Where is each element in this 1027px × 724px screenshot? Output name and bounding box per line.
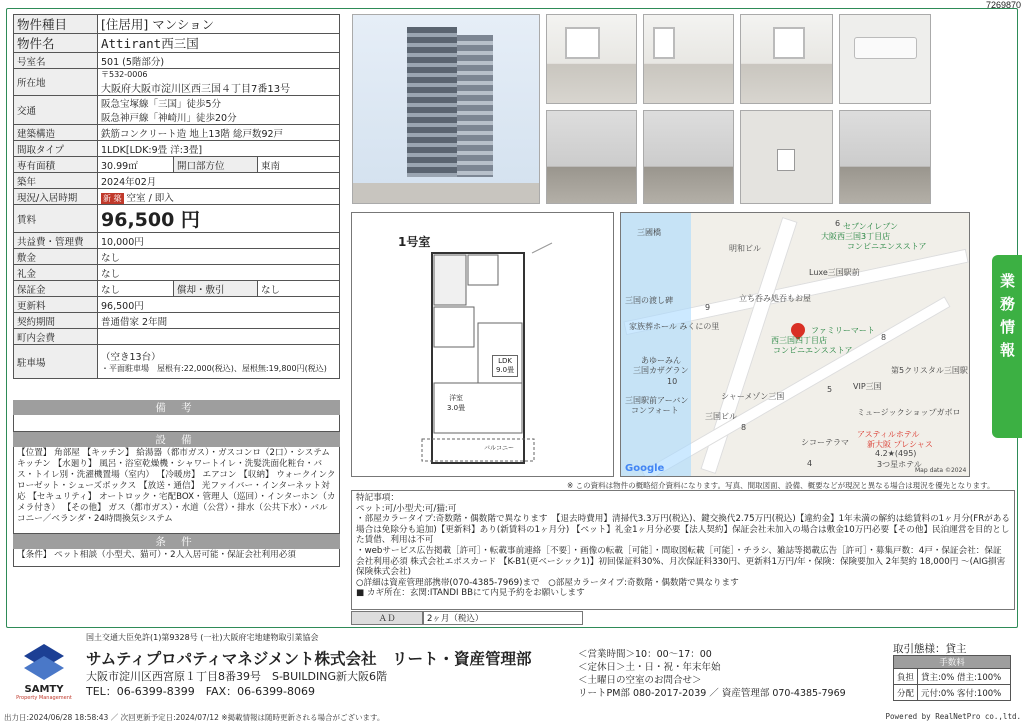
map-river: [621, 213, 691, 477]
type-label: 物件種目: [14, 15, 98, 34]
built-label: 築年: [14, 173, 98, 189]
guarantee-value: なし: [98, 281, 174, 297]
type-value: [住居用] マンション: [98, 15, 340, 34]
logo-text: SAMTY: [24, 684, 64, 695]
conditions-heading: 条 件: [13, 534, 340, 549]
powered-by-text: Powered by RealNetPro co.,ltd.: [885, 712, 1021, 721]
commission-heading: 手数料: [894, 656, 1011, 669]
map-label: 立ち呑み処吞もお屋: [739, 294, 811, 303]
company-logo: [16, 644, 72, 704]
samty-logo-icon: [24, 644, 64, 680]
map-label: 4.2★(495): [875, 449, 917, 458]
spec-table: [13, 14, 340, 379]
rent-label: 賃料: [14, 205, 98, 233]
building-tower: [407, 27, 457, 177]
google-logo: Google: [625, 463, 665, 474]
building-wing: [457, 35, 493, 177]
map-label: 三国駅前アーバン: [625, 396, 689, 405]
holiday-text: ＜定休日＞土・日・祝・年末年始: [578, 662, 721, 673]
association-fee-label: 町内会費: [14, 329, 98, 345]
intercom-photo: [740, 110, 833, 204]
parking-availability: （空き13台）: [101, 352, 161, 363]
notes-line: ・webサービス広告掲載［許可］・転載事前連絡［不要］・画像の転載［可能］・間取図転載［可能］・チラシ、雑誌等掲載広告［許可］・募集戸数：4戸・保証会社：保証会社利用必須 株式会社エポスカード 【K-B1(更ベーシック1)】初回保証料30%、月次保証料330円、更新料1万円/年・保険：保険要加入 2年契約 18,000円 〜(AIG損害保険株式会社): [356, 545, 1006, 578]
map-label: コンビニエンスストア: [847, 242, 927, 251]
balcony-label: バルコニー: [484, 445, 515, 452]
map-label: Luxe三国駅前: [809, 268, 860, 277]
special-notes: [351, 490, 1015, 610]
map-label: 三国カザグラン: [633, 366, 689, 375]
remarks-box: [13, 415, 340, 432]
map-label: あゆーみん: [641, 356, 681, 365]
window-shape: [773, 27, 805, 59]
company-phone: TEL：06-6399-8399 FAX：06-6399-8069: [86, 685, 316, 698]
side-tab-label: 業務情報: [998, 273, 1016, 365]
map-label: 三国ビル: [705, 412, 737, 421]
room-value: 501 (5階部分): [98, 53, 340, 69]
equipment-text: 【位置】 角部屋 【キッチン】 給湯器（都市ガス）・ガスコンロ（2口）・システムキッチン 【水廻り】 風呂・浴室乾燥機・シャワートイレ・洗髪洗面化粧台・バス・トイレ別・洗濯機置場（室内） 【冷暖房】 エアコン 【収納】 ウォークインクローゼット・シューズボックス 【放送・通信】 光ファイバー・インターネット対応 【セキュリティ】 オートロック・宅配BOX・管理人（巡回）・インターホン（カメラ付き） 【その他】 ガス（都市ガス）・水道（公営）・排水（公共下水）・バルコニー／ベランダ・24時間換気システム: [13, 447, 340, 534]
status-label: 現況/入居時期: [14, 189, 98, 205]
amortization-value: なし: [258, 281, 340, 297]
map-label: VIP三国: [853, 382, 882, 391]
contract-label: 契約期間: [14, 313, 98, 329]
map-label: 3つ星ホテル: [877, 460, 922, 469]
room-label: [447, 393, 465, 413]
conditions-text: 【条件】 ペット相談（小型犬、猫可）・2人入居可能・保証会社利用必須: [13, 549, 340, 567]
building-ground: [353, 183, 539, 203]
name-label: 物件名: [14, 34, 98, 53]
map-block-number: 9: [705, 303, 711, 312]
map-panel[interactable]: [620, 212, 970, 477]
layout-value: 1LDK[LDK:9畳 洋:3畳]: [98, 141, 340, 157]
split-value: 元付:0% 客付:100%: [918, 685, 1011, 701]
amortization-label: 償却・敷引: [174, 281, 258, 297]
parking-label: 駐車場: [14, 345, 98, 379]
map-block-number: 6: [835, 219, 841, 228]
burden-value: 貸主:0% 借主:100%: [918, 669, 1011, 685]
inquiry-text: ＜土曜日の空室のお問合せ＞: [578, 675, 702, 686]
contact-numbers: リートPM部 080-2017-2039 ／ 資産管理部 070-4385-7969: [578, 688, 846, 699]
fee-value: 10,000円: [98, 233, 340, 249]
renewal-label: 更新料: [14, 297, 98, 313]
fee-label: 共益費・管理費: [14, 233, 98, 249]
notes-line: ・部屋カラータイプ:奇数階・偶数階で異なります 【退去時費用】清掃代3.3万円(税込)、鍵交換代2.75万円(税込)【違約金】1年未満の解約は総賃料の1ヶ月分(FRがある場合は免除分も追加)【更新料】あり(新賃料の1ヶ月分) 【ペット】礼金1ヶ月分必要【法人契約】保証会社未加入の場合は敷金10万円必要【その他】民泊運営を目的とした賃借、利用は不可: [356, 514, 1010, 546]
direction-value: 東南: [258, 157, 340, 173]
notes-line: ○詳細は資産管理部携帯(070-4385-7969)まで ○部屋カラータイプ:奇数階・偶数階で異なります: [356, 577, 739, 588]
transit-label: 交通: [14, 96, 98, 125]
hallway-photo: [839, 110, 931, 204]
room-photo-5: [546, 110, 637, 204]
map-label: 第5クリスタル三国駅: [891, 366, 968, 375]
output-date-text: 出力日:2024/06/28 18:58:43 ／ 次回更新予定日:2024/07/12 ※掲載情報は随時更新される場合がございます。: [4, 713, 385, 722]
remarks-heading: 備 考: [13, 400, 340, 415]
ldk-size: 9.0畳: [496, 366, 515, 374]
map-label: 西三国四丁目店: [771, 336, 827, 345]
kitchen-photo: [643, 110, 734, 204]
map-label: 三國橋: [637, 228, 661, 237]
floorplan-title: 1号室: [398, 235, 431, 249]
map-label: セブンイレブン: [843, 222, 898, 231]
layout-label: 間取タイプ: [14, 141, 98, 157]
business-hours: [578, 648, 846, 700]
floorplan-panel: [351, 212, 614, 477]
room-photo-1: [546, 14, 637, 104]
status-value: 空室 / 即入: [126, 192, 174, 204]
trade-title: 取引態様：貸主: [893, 643, 967, 655]
room-photo-3: [740, 14, 833, 104]
room-label: 号室名: [14, 53, 98, 69]
new-badge: 新 築: [103, 193, 122, 203]
structure-value: 鉄筋コンクリート造 地上13階 総戸数92戸: [98, 125, 340, 141]
notes-line: ペット:可/小型犬:可/猫:可: [356, 503, 457, 514]
map-label: コンフォート: [631, 406, 679, 415]
parking-detail: ・平面駐車場 屋根有:22,000(税込)、屋根無:19,800円(税込): [101, 364, 327, 373]
rent-value: 96,500 円: [98, 205, 340, 233]
transit-line-1: 阪急宝塚線「三国」徒歩5分: [101, 99, 222, 110]
direction-label: 開口部方位: [174, 157, 258, 173]
aircon-photo: [839, 14, 931, 104]
area-value: 30.99㎡: [98, 157, 174, 173]
map-label: 新大阪 プレシャス: [867, 440, 933, 449]
equipment-heading: 設 備: [13, 432, 340, 447]
company-address: 大阪市淀川区西宮原１丁目8番39号 S-BUILDING新大阪6階: [86, 670, 387, 683]
room-name: 洋室: [449, 394, 464, 402]
map-label: 明和ビル: [729, 244, 761, 253]
map-label: ファミリーマート: [811, 326, 875, 335]
transit-line-2: 阪急神戸線「神崎川」徒歩20分: [101, 113, 237, 124]
key-money-value: なし: [98, 265, 340, 281]
map-label: コンビニエンスストア: [773, 346, 853, 355]
structure-label: 建築構造: [14, 125, 98, 141]
map-label: 家族葬ホール みくにの里: [629, 322, 720, 331]
room-size: 3.0畳: [447, 404, 466, 412]
address-value: 大阪府大阪市淀川区西三国４丁目7番13号: [101, 84, 291, 95]
contract-value: 普通借家 2年間: [98, 313, 340, 329]
intercom-shape: [777, 149, 795, 171]
built-value: 2024年02月: [98, 173, 340, 189]
ldk-label: [492, 355, 518, 377]
property-name: Attirant西三国: [98, 34, 340, 53]
map-label: ミュージックショップガボロ: [857, 408, 961, 417]
zip-code: 〒532-0006: [101, 70, 148, 79]
window-shape: [653, 27, 675, 59]
association-fee-value: [98, 329, 340, 345]
map-block-number: 5: [827, 385, 833, 394]
map-block-number: 8: [741, 423, 747, 432]
renewal-value: 96,500円: [98, 297, 340, 313]
split-label: 分配: [894, 685, 918, 701]
hours-text: ＜営業時間＞10：00〜17：00: [578, 649, 712, 660]
room-photo-2: [643, 14, 734, 104]
bottom-bar: [0, 712, 1027, 724]
map-block-number: 4: [807, 459, 813, 468]
ad-label: ＡＤ: [351, 611, 423, 625]
address-label: 所在地: [14, 69, 98, 96]
commission-table: [893, 655, 1011, 701]
business-info-tab[interactable]: [992, 255, 1022, 438]
burden-label: 負担: [894, 669, 918, 685]
key-money-label: 礼金: [14, 265, 98, 281]
logo-subtext: Property Management: [16, 695, 72, 701]
ldk-name: LDK: [498, 357, 513, 365]
map-label: 大阪西三国3丁目店: [821, 232, 891, 241]
window-shape: [565, 27, 601, 59]
document-id: 7269870: [985, 0, 1021, 10]
disclaimer: ※ この資料は物件の概略紹介資料になります。写真、間取図面、設備、概要などが現況と異なる場合は現況を優先となります。: [567, 481, 995, 490]
map-block-number: 10: [667, 377, 678, 386]
map-label: シャーメゾン三国: [721, 392, 785, 401]
building-photo: [352, 14, 540, 204]
map-label: アスティルホテル: [857, 430, 920, 439]
deposit-label: 敷金: [14, 249, 98, 265]
map-label: シコーテラマ: [801, 438, 849, 447]
notes-line: ■ カギ所在：玄関:ITANDI BBにて内見予約をお願いします: [356, 588, 585, 599]
area-label: 専有面積: [14, 157, 98, 173]
aircon-shape: [854, 37, 917, 59]
deposit-value: なし: [98, 249, 340, 265]
license-text: 国土交通大臣免許(1)第9328号 (一社)大阪府宅地建物取引業協会: [86, 633, 319, 642]
guarantee-label: 保証金: [14, 281, 98, 297]
map-label: 三国の渡し碑: [625, 296, 673, 305]
floorplan-drawing: [352, 213, 615, 478]
ad-value: 2ヶ月（税込）: [423, 611, 583, 625]
map-block-number: 8: [881, 333, 887, 342]
map-attribution: Map data ©2024: [915, 467, 967, 474]
notes-title: 特記事項：: [356, 493, 399, 503]
company-name: サムティプロパティマネジメント株式会社 リート・資産管理部: [86, 650, 532, 668]
